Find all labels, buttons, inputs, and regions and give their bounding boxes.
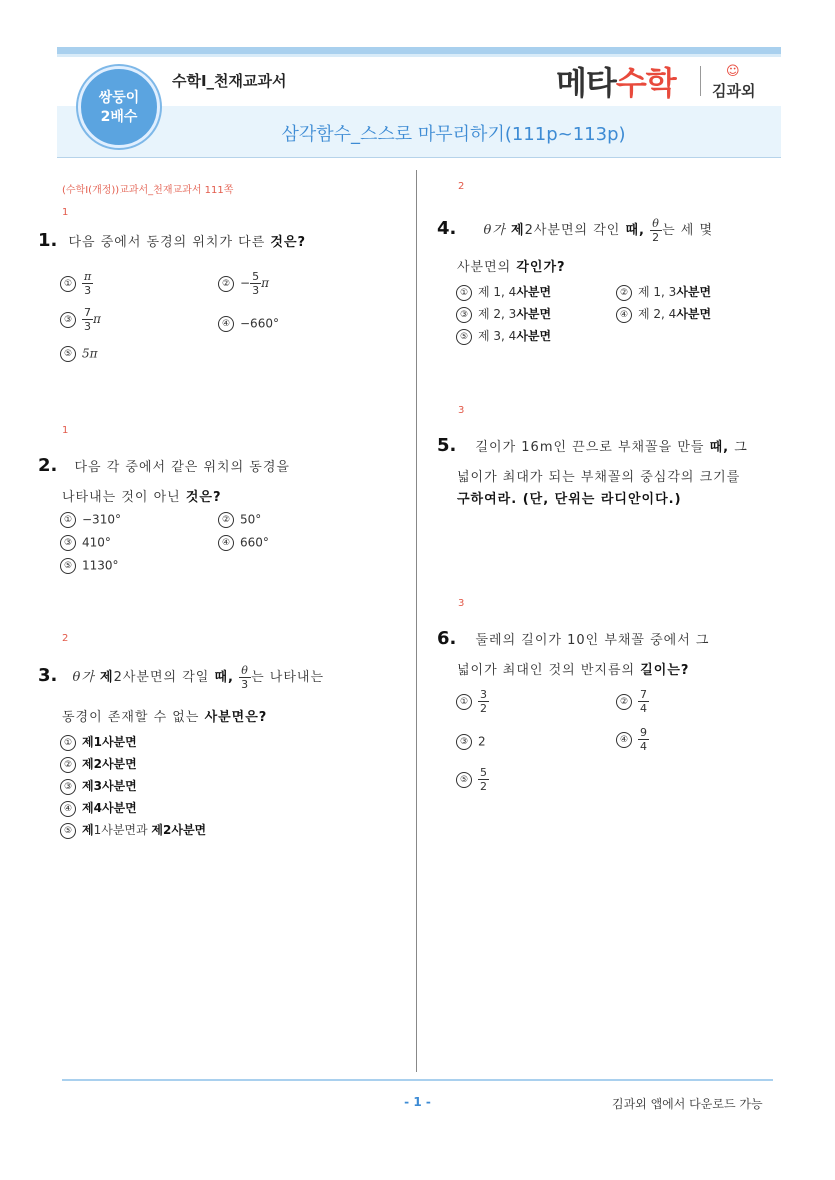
q2-choice-3[interactable] bbox=[60, 535, 111, 551]
frac-den: 3 bbox=[84, 320, 91, 333]
choice-mark: ④ bbox=[218, 535, 234, 551]
question-4 bbox=[437, 217, 713, 244]
q2-difficulty: 1 bbox=[62, 425, 69, 436]
choice-mark: ④ bbox=[616, 307, 632, 323]
badge-line2: 2배수 bbox=[100, 109, 138, 125]
frac-num: 3 bbox=[480, 688, 487, 701]
frac-den: 2 bbox=[480, 702, 487, 715]
q3-choice-4[interactable] bbox=[60, 799, 137, 817]
choice-text: 제 3, 4 bbox=[478, 329, 517, 343]
q1-text: 다음 중에서 동경의 위치가 다른 bbox=[68, 235, 271, 250]
question-5 bbox=[437, 435, 748, 456]
choice-mark: ⑤ bbox=[60, 558, 76, 574]
q4-choice-1[interactable] bbox=[456, 283, 551, 301]
q1-text-bold: 것은? bbox=[270, 235, 307, 250]
q6-line2-bold: 길이는? bbox=[640, 663, 690, 678]
logo-part2: 수학 bbox=[615, 64, 676, 102]
q2-choice-1[interactable] bbox=[60, 512, 121, 528]
page-number: - 1 - bbox=[404, 1095, 431, 1109]
q2-number: 2. bbox=[38, 455, 58, 476]
q6-choice-4[interactable] bbox=[616, 726, 649, 753]
frac-num: π bbox=[84, 270, 92, 283]
choice-text: 1130° bbox=[82, 558, 119, 573]
frac-den: 2 bbox=[652, 231, 661, 244]
q3-choice-1[interactable] bbox=[60, 733, 137, 751]
q5-line1-bold: 때, bbox=[709, 440, 730, 455]
q5-line1: 길이가 16m인 끈으로 부채꼴을 만들 bbox=[475, 440, 710, 455]
q4-tail: 는 세 몇 bbox=[662, 223, 714, 238]
choice-mark: ② bbox=[616, 285, 632, 301]
header-top-stripe bbox=[57, 47, 781, 54]
footer-divider bbox=[62, 1079, 773, 1081]
choice-mark: ② bbox=[616, 694, 632, 710]
frac-num: 9 bbox=[640, 726, 647, 739]
choice-text-b: 1사분면과 bbox=[93, 823, 152, 837]
choice-mark: ③ bbox=[60, 535, 76, 551]
frac-num: 5 bbox=[252, 270, 260, 283]
choice-mark: ⑤ bbox=[60, 823, 76, 839]
choice-text: 410° bbox=[82, 535, 111, 550]
q3-text-line2 bbox=[62, 706, 267, 725]
q5-number: 5. bbox=[437, 435, 457, 456]
choice-text: 제1사분면 bbox=[82, 735, 137, 749]
choice-text: 50° bbox=[240, 512, 262, 527]
q3-choice-3[interactable] bbox=[60, 777, 137, 795]
question-2 bbox=[38, 455, 290, 476]
choice-mark: ① bbox=[456, 285, 472, 301]
q3-theta: θ가 bbox=[72, 670, 100, 685]
sign: − bbox=[240, 276, 251, 290]
q4-choice-3[interactable] bbox=[456, 305, 551, 323]
q5-line2: 넓이가 최대가 되는 부채꼴의 중심각의 크기를 bbox=[457, 470, 741, 485]
q2-choice-2[interactable] bbox=[218, 512, 261, 528]
frac-num: 7 bbox=[640, 688, 647, 701]
q3-number: 3. bbox=[38, 665, 58, 686]
choice-mark: ① bbox=[60, 735, 76, 751]
frac-num: θ bbox=[241, 664, 249, 677]
choice-mark: ③ bbox=[60, 779, 76, 795]
choice-mark: ④ bbox=[218, 316, 234, 332]
source-note: (수학Ⅰ(개정))교과서_천재교과서 111쪽 bbox=[62, 185, 234, 196]
choice-mark: ③ bbox=[60, 312, 76, 328]
choice-text-bold: 사분면 bbox=[676, 285, 712, 299]
q6-choice-5[interactable] bbox=[456, 766, 489, 793]
choice-mark: ③ bbox=[456, 307, 472, 323]
q2-text-line2 bbox=[62, 486, 222, 505]
choice-text-c: 제2사분면 bbox=[151, 823, 207, 837]
choice-text: 제3사분면 bbox=[82, 779, 137, 793]
choice-text-bold: 사분면 bbox=[516, 285, 552, 299]
q3-choice-2[interactable] bbox=[60, 755, 137, 773]
choice-mark: ② bbox=[218, 276, 234, 292]
q3-difficulty: 2 bbox=[62, 633, 69, 644]
choice-text: 제 2, 3 bbox=[478, 307, 517, 321]
q6-difficulty: 3 bbox=[458, 598, 465, 609]
q6-choice-3[interactable] bbox=[456, 734, 486, 750]
choice-mark: ④ bbox=[616, 732, 632, 748]
q4-ttae: 때, bbox=[625, 223, 645, 238]
choice-text-bold: 사분면 bbox=[516, 329, 552, 343]
choice-mark: ① bbox=[456, 694, 472, 710]
q6-choice-2[interactable] bbox=[616, 688, 649, 715]
frac-den: 3 bbox=[241, 678, 250, 691]
q1-difficulty: 1 bbox=[62, 207, 69, 218]
choice-text: −310° bbox=[82, 512, 121, 527]
q6-choice-1[interactable] bbox=[456, 688, 489, 715]
choice-text-a: 제 bbox=[82, 823, 94, 837]
frac-den: 3 bbox=[252, 284, 260, 297]
q1-choice-5[interactable] bbox=[60, 346, 98, 362]
q3-quadrant: 2사분면의 각일 bbox=[113, 670, 215, 685]
frac-num: 5 bbox=[480, 766, 487, 779]
q5-line1-tail: 그 bbox=[729, 440, 748, 455]
q6-line2-plain: 넓이가 최대인 것의 반지름의 bbox=[457, 663, 641, 678]
q2-text-plain: 나타내는 것이 아닌 bbox=[62, 490, 186, 505]
question-1 bbox=[38, 230, 306, 251]
frac-den: 4 bbox=[640, 702, 647, 715]
frac-num: 7 bbox=[84, 306, 91, 319]
q5-line3: 구하여라. (단, 단위는 라디안이다.) bbox=[457, 492, 682, 507]
choice-mark: ② bbox=[60, 757, 76, 773]
choice-text-bold: 사분면 bbox=[676, 307, 712, 321]
q1-choice-1[interactable] bbox=[60, 270, 93, 297]
q1-choice-2[interactable] bbox=[218, 270, 269, 297]
choice-mark: ③ bbox=[456, 734, 472, 750]
choice-text: −660° bbox=[240, 316, 279, 331]
frac-den: 4 bbox=[640, 740, 647, 753]
q3-line2-bold: 사분면은? bbox=[204, 710, 268, 725]
choice-text: 제 2, 4 bbox=[638, 307, 677, 321]
q2-text-bold: 것은? bbox=[185, 490, 222, 505]
choice-text: 제2사분면 bbox=[82, 757, 137, 771]
person-icon: ☺ bbox=[726, 64, 740, 79]
q4-line2-bold: 각인가? bbox=[516, 260, 566, 275]
choice-text: 제4사분면 bbox=[82, 801, 137, 815]
header-divider bbox=[57, 157, 781, 158]
q3-je: 제 bbox=[100, 670, 114, 685]
unit-title: 삼각함수_스스로 마무리하기(111p~113p) bbox=[281, 124, 626, 145]
choice-text: 제 1, 4 bbox=[478, 285, 517, 299]
choice-text: 660° bbox=[240, 535, 269, 550]
q6-line2 bbox=[457, 659, 689, 678]
choice-mark: ⑤ bbox=[456, 772, 472, 788]
choice-text: 제 1, 3 bbox=[638, 285, 677, 299]
choice-text: 5π bbox=[82, 346, 98, 361]
choice-text-bold: 사분면 bbox=[516, 307, 552, 321]
q6-number: 6. bbox=[437, 628, 457, 649]
q5-difficulty: 3 bbox=[458, 405, 465, 416]
q6-line1: 둘레의 길이가 10인 부채꼴 중에서 그 bbox=[475, 633, 710, 648]
choice-mark: ④ bbox=[60, 801, 76, 817]
frac-den: 2 bbox=[480, 780, 487, 793]
q3-ttae: 때, bbox=[214, 670, 234, 685]
logo-separator bbox=[700, 66, 701, 96]
q1-choice-3[interactable] bbox=[60, 306, 101, 333]
choice-mark: ① bbox=[60, 276, 76, 292]
brand-logo bbox=[556, 58, 676, 104]
q2-choice-4[interactable] bbox=[218, 535, 269, 551]
logo-part1: 메타 bbox=[556, 64, 616, 102]
choice-text: 2 bbox=[478, 734, 486, 749]
column-divider bbox=[416, 170, 417, 1072]
q2-text-line1: 다음 각 중에서 같은 위치의 동경을 bbox=[74, 460, 290, 475]
q4-difficulty: 2 bbox=[458, 181, 465, 192]
question-3 bbox=[38, 664, 324, 691]
logo-secondary: 김과외 bbox=[712, 82, 756, 100]
subject-label: 수학Ⅰ_천재교과서 bbox=[172, 72, 287, 90]
q4-quadrant: 2사분면의 각인 bbox=[524, 223, 626, 238]
q3-choice-5[interactable] bbox=[60, 821, 206, 839]
q3-tail: 는 나타내는 bbox=[251, 670, 325, 685]
pi-symbol: π bbox=[261, 276, 269, 290]
q4-theta: θ가 bbox=[483, 223, 511, 238]
q4-line2-plain: 사분면의 bbox=[457, 260, 517, 275]
q1-choice-4[interactable] bbox=[218, 316, 279, 332]
q4-choice-5[interactable] bbox=[456, 327, 551, 345]
q4-number: 4. bbox=[437, 218, 457, 239]
q4-choice-2[interactable] bbox=[616, 283, 711, 301]
q1-number: 1. bbox=[38, 230, 58, 251]
q4-choice-4[interactable] bbox=[616, 305, 711, 323]
pi-symbol: π bbox=[93, 312, 101, 326]
q4-je: 제 bbox=[511, 223, 525, 238]
header-top-stripe-light bbox=[57, 54, 781, 57]
badge-line1: 쌍둥이 bbox=[98, 90, 140, 106]
download-note: 김과외 앱에서 다운로드 가능 bbox=[612, 1097, 763, 1111]
q4-text-line2 bbox=[457, 256, 566, 275]
q3-line2-plain: 동경이 존재할 수 없는 bbox=[62, 710, 205, 725]
choice-mark: ② bbox=[218, 512, 234, 528]
frac-den: 3 bbox=[84, 284, 92, 297]
question-6 bbox=[437, 628, 710, 649]
choice-mark: ⑤ bbox=[60, 346, 76, 362]
q2-choice-5[interactable] bbox=[60, 558, 119, 574]
frac-num: θ bbox=[652, 217, 660, 230]
choice-mark: ⑤ bbox=[456, 329, 472, 345]
choice-mark: ① bbox=[60, 512, 76, 528]
